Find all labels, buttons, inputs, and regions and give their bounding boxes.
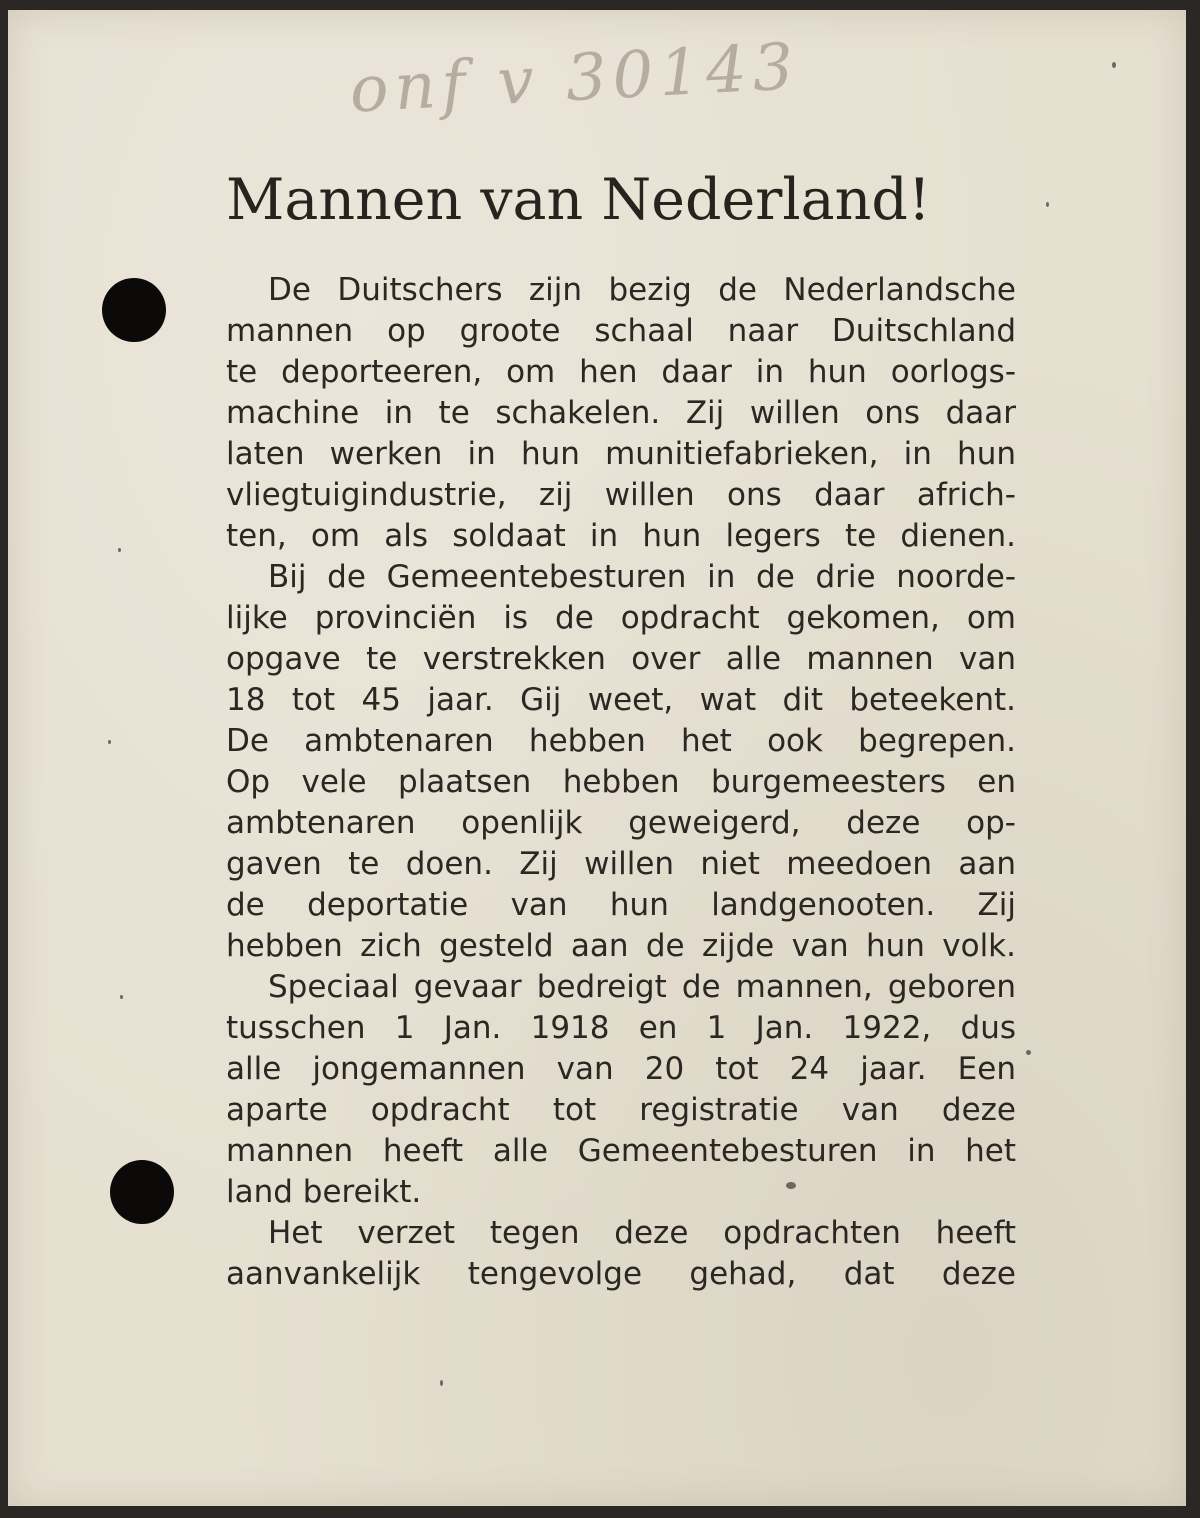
text-line: vliegtuigindustrie, zij willen ons daar africh- — [226, 477, 1016, 513]
text-line: laten werken in hun munitiefabrieken, in hun — [226, 436, 1016, 472]
text-line: Speciaal gevaar bedreigt de mannen, geboren — [268, 969, 1016, 1005]
leaflet-body — [226, 270, 1016, 1295]
punch-hole-bottom — [110, 1160, 174, 1224]
text-line: hebben zich gesteld aan de zijde van hun volk. — [226, 928, 1016, 964]
text-line: Op vele plaatsen hebben burgemeesters en — [226, 764, 1016, 800]
paper-speck — [120, 995, 123, 999]
text-line: 18 tot 45 jaar. Gij weet, wat dit beteekent. — [226, 682, 1016, 718]
text-line: De Duitschers zijn bezig de Nederlandsche — [268, 272, 1016, 308]
text-line: Bij de Gemeentebesturen in de drie noorde- — [268, 559, 1016, 595]
text-line: mannen op groote schaal naar Duitschland — [226, 313, 1016, 349]
text-line: alle jongemannen van 20 tot 24 jaar. Een — [226, 1051, 1016, 1087]
text-line: opgave te verstrekken over alle mannen van — [226, 641, 1016, 677]
text-line: land bereikt. — [226, 1174, 422, 1210]
text-line: Het verzet tegen deze opdrachten heeft — [268, 1215, 1016, 1251]
text-line: mannen heeft alle Gemeentebesturen in het — [226, 1133, 1016, 1169]
paper-speck — [1046, 202, 1049, 207]
text-line: te deporteeren, om hen daar in hun oorlogs- — [226, 354, 1016, 390]
text-line: gaven te doen. Zij willen niet meedoen aan — [226, 846, 1016, 882]
paper-speck — [118, 548, 121, 552]
paper-speck — [108, 740, 111, 744]
handwritten-archive-note: onf v 30143 — [348, 30, 802, 128]
text-line: de deportatie van hun landgenooten. Zij — [226, 887, 1016, 923]
leaflet-title: Mannen van Nederland! — [226, 167, 931, 233]
paper-speck — [1026, 1050, 1031, 1055]
text-line: aanvankelijk tengevolge gehad, dat deze — [226, 1256, 1016, 1292]
text-line: ambtenaren openlijk geweigerd, deze op- — [226, 805, 1016, 841]
text-line: tusschen 1 Jan. 1918 en 1 Jan. 1922, dus — [226, 1010, 1016, 1046]
text-line: De ambtenaren hebben het ook begrepen. — [226, 723, 1016, 759]
punch-hole-top — [102, 278, 166, 342]
paper-speck — [440, 1380, 443, 1386]
text-line: ten, om als soldaat in hun legers te dienen. — [226, 518, 1016, 554]
paper-speck — [1112, 62, 1116, 68]
text-line: lijke provinciën is de opdracht gekomen, om — [226, 600, 1016, 636]
text-line: machine in te schakelen. Zij willen ons daar — [226, 395, 1016, 431]
text-line: aparte opdracht tot registratie van deze — [226, 1092, 1016, 1128]
